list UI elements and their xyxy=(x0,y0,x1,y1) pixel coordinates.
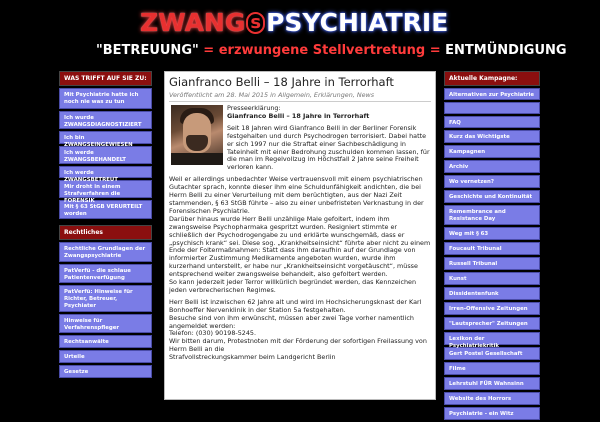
article-paragraph: Seit 18 Jahren wird Gianfranco Belli in der Berliner Forensik festgehalten und durch Psychodrogen terrorisiert. Dabei hatte er sich 1997 nur die Straftat einer Sachbeschädigung in Tateinheit mit einer Bedrohung zuschulden kommen lassen, für die man im Regelvollzug im Höchstfall 2 Jahre seine Freiheit verloren kann. xyxy=(227,123,430,172)
right-nav-item[interactable]: Kurz das Wichtigste xyxy=(444,130,540,143)
right-nav-spacer xyxy=(444,102,540,114)
logo-psychiatrie: PSYCHIATRIE xyxy=(266,8,449,37)
left-nav-heading-2: Rechtliches xyxy=(59,225,152,240)
left-nav-heading-1: WAS TRIFFT AUF SIE ZU: xyxy=(59,71,152,86)
right-nav-item[interactable]: Website des Horrors xyxy=(444,392,540,405)
article-meta: Veröffentlicht am 28. Mai 2015 in Allgemein, Erklärungen, News xyxy=(169,91,431,102)
right-nav-item[interactable]: Geschichte und Kontinuität xyxy=(444,190,540,203)
right-nav-item[interactable]: Wo vernetzen? xyxy=(444,175,540,188)
left-nav-item[interactable]: Mit Psychiatrie hatte ich noch nie was zu tun xyxy=(59,88,152,109)
press-title: Gianfranco Belli – 18 Jahre in Terrorhaft xyxy=(227,111,370,120)
left-nav-item[interactable]: Ich bin ZWANGSEINGEWIESEN xyxy=(59,131,152,144)
right-nav-item[interactable]: "Lautsprecher" Zeitungen xyxy=(444,317,540,330)
left-nav-item[interactable]: Mir droht in einem Strafverfahren die FORENSIK xyxy=(59,180,152,198)
right-sidebar xyxy=(444,71,540,422)
right-nav-item[interactable]: Psychiatrie - ein Witz xyxy=(444,407,540,420)
left-nav-item[interactable]: Gesetze xyxy=(59,365,152,378)
right-nav-item[interactable]: Archiv xyxy=(444,160,540,173)
left-nav-item[interactable]: PatVerfü: Hinweise für Richter, Betreuer, Psychiater xyxy=(59,285,152,312)
article-paragraph: Telefon: (030) 90198-5245. xyxy=(169,329,256,338)
press-label: Presseerklärung: xyxy=(227,104,281,112)
site-banner xyxy=(0,0,600,68)
left-nav-item[interactable]: PatVerfü - die schlaue Patientenverfügung xyxy=(59,264,152,283)
slogan-part-1: "BETREUUNG" xyxy=(96,43,199,58)
left-nav-item[interactable]: Ich werde ZWANGSBEHANDELT xyxy=(59,146,152,164)
left-nav-item[interactable]: Rechtliche Grundlagen der Zwangspsychiatrie xyxy=(59,242,152,262)
left-sidebar xyxy=(59,71,152,380)
article-paragraph: Herr Belli ist inzwischen 62 Jahre alt und wird im Hochsicherungsknast der Karl Bonhoeffer Nervenklinik in der Station 5a festgehalten. xyxy=(169,297,422,314)
site-slogan xyxy=(96,43,567,58)
logo-zwang: ZWANG xyxy=(140,8,246,37)
article-paragraph: Wir bitten darum, Protestnoten mit der Förderung der sofortigen Freilassung von Herrn Belli an die xyxy=(169,337,427,354)
article-paragraph: So kann jederzeit jeder Terror willkürlich begründet werden, das Kennzeichen jeden verbrecherischen Regimes. xyxy=(169,278,417,294)
slogan-part-3: ENTMÜNDIGUNG xyxy=(445,43,567,58)
right-nav-item[interactable]: Weg mit § 63 xyxy=(444,227,540,240)
article-paragraph: Darüber hinaus wurde Herr Belli unzählige Male gefoltert, indem ihm zwangsweise Psychopharmaka gespritzt wurden. Resigniert stimmte er schließlich der Psychodrogengabe zu und erklärte wunschgemäß, dass er „psychisch krank“ sei. Diese sog. „Krankheitseinsicht“ führte aber nicht zu einem Ende der Foltermaßnahmen: Statt dass ihm daraufhin auf der Grundlage von informierter Zustimmung Medikamente angeboten wurden, wurde ihm kurzerhand unterstellt, er habe nur „Krankheitseinsicht vorgetäuscht“, müsse entsprechend weiter zwangsweise behandelt, also gefoltert werden. xyxy=(169,214,431,279)
portrait-photo xyxy=(171,105,223,165)
main-content xyxy=(164,71,436,400)
right-nav-item[interactable]: FAQ xyxy=(444,116,540,128)
right-nav-item[interactable]: Remembrance and Resistance Day xyxy=(444,205,540,225)
right-nav-item[interactable]: Kunst xyxy=(444,272,540,285)
article-paragraph: Strafvollstreckungskammer beim Landgericht Berlin xyxy=(169,353,336,362)
right-nav-item[interactable]: Russell Tribunal xyxy=(444,257,540,270)
right-nav-item[interactable]: Filme xyxy=(444,362,540,375)
right-nav-item[interactable]: Irren-Offensive Zeitungen xyxy=(444,302,540,315)
left-nav-item[interactable]: Rechtsanwälte xyxy=(59,335,152,348)
left-nav-item[interactable]: Hinweise für Verfahrenspfleger xyxy=(59,314,152,333)
right-nav-item[interactable]: Dissidentenfunk xyxy=(444,287,540,300)
right-nav-item[interactable]: Alternativen zur Psychiatrie xyxy=(444,88,540,100)
left-nav-item[interactable]: Mit § 63 StGB VERURTEILT worden xyxy=(59,200,152,219)
right-nav-item[interactable]: Lehrstuhl FÜR Wahnsinn xyxy=(444,377,540,390)
right-nav-item[interactable]: Lexikon der Psychiatriekritik xyxy=(444,332,540,345)
right-nav-item[interactable]: Kampagnen xyxy=(444,145,540,158)
right-nav-item[interactable]: Foucault Tribunal xyxy=(444,242,540,255)
slogan-part-2: = erzwungene Stellvertretung = xyxy=(198,43,446,58)
article-paragraph: Weil er allerdings unbedachter Weise vertrauensvoll mit einem psychiatrischen Gutachter sprach, konnte dieser ihm eine Schuldunfähigkeit andichten, die bei Herrn Belli zu einer Verurteilung mit dem berüchtigten, aus der Nazi Zeit stammenden, § 63 StGB führte – also zu einer unbefristeten Verknastung in der Forensischen Psychiatrie. xyxy=(169,175,424,215)
right-nav-heading: Aktuelle Kampagne: xyxy=(444,71,540,86)
right-nav-item[interactable]: Gert Postel Gesellschaft xyxy=(444,347,540,360)
left-nav-item[interactable]: Urteile xyxy=(59,350,152,363)
left-nav-item[interactable]: Ich werde ZWANGSBETREUT xyxy=(59,166,152,178)
left-nav-item[interactable]: Ich wurde ZWANGSDIAGNOSTIZIERT xyxy=(59,111,152,129)
logo-s: s xyxy=(246,12,265,34)
article-title[interactable]: Gianfranco Belli – 18 Jahre in Terrorhaft xyxy=(169,75,394,89)
article-paragraph: Besuche sind von ihm erwünscht, müssen aber zwei Tage vorher namentlich angemeldet werden: xyxy=(169,313,414,330)
site-logo[interactable] xyxy=(140,8,448,37)
